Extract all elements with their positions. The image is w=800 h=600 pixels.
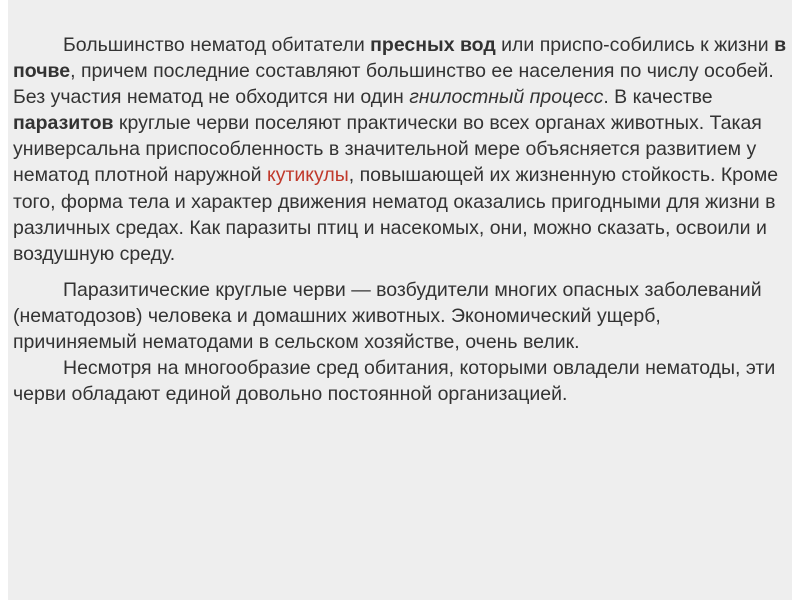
text-run: Большинство нематод обитатели [63, 34, 371, 56]
text-run: . В качестве [603, 86, 713, 109]
text-run-bold: в почве [13, 34, 787, 83]
text-run: Несмотря на многообразие сред обитания, которыми овладели нематоды, эти черви обладают единой довольно постоянной организацией. [13, 357, 776, 406]
text-run: , повышающей их жизненную стойкость. Кроме того, форма тела и характер движения нематод оказались пригодными для жизни в различных средах. Как паразиты птиц и насекомых, они, можно сказать, освоили и воздушную среду. [13, 164, 779, 265]
text-run: Паразитические круглые черви — возбудители многих опасных заболеваний (нематодозов) человека и домашних животных. Экономический ущерб, причиняемый нематодами в сельском хозяйстве, очень велик. [13, 278, 762, 354]
paragraph-parasites [13, 277, 788, 355]
text-run-bold: пресных вод [370, 34, 496, 56]
slide-background [8, 0, 792, 600]
text-run-bold: паразитов [13, 112, 114, 135]
text-run-italic: гнилостный процесс [409, 86, 604, 109]
text-body [13, 32, 788, 407]
text-run: или приспо-собились к жизни [495, 34, 775, 56]
text-run: круглые черви поселяют практически во всех органах животных. Такая универсальна приспособленность в значительной мере объясняется развитием у нематод плотной наружной [13, 112, 762, 187]
paragraph-organization [13, 355, 788, 407]
paragraph-habitats [13, 32, 788, 267]
text-run-highlight: кутикулы [266, 164, 349, 187]
text-run: , причем последние составляют большинство ее населения по числу особей. Без участия нематод не обходится ни один [13, 60, 774, 109]
